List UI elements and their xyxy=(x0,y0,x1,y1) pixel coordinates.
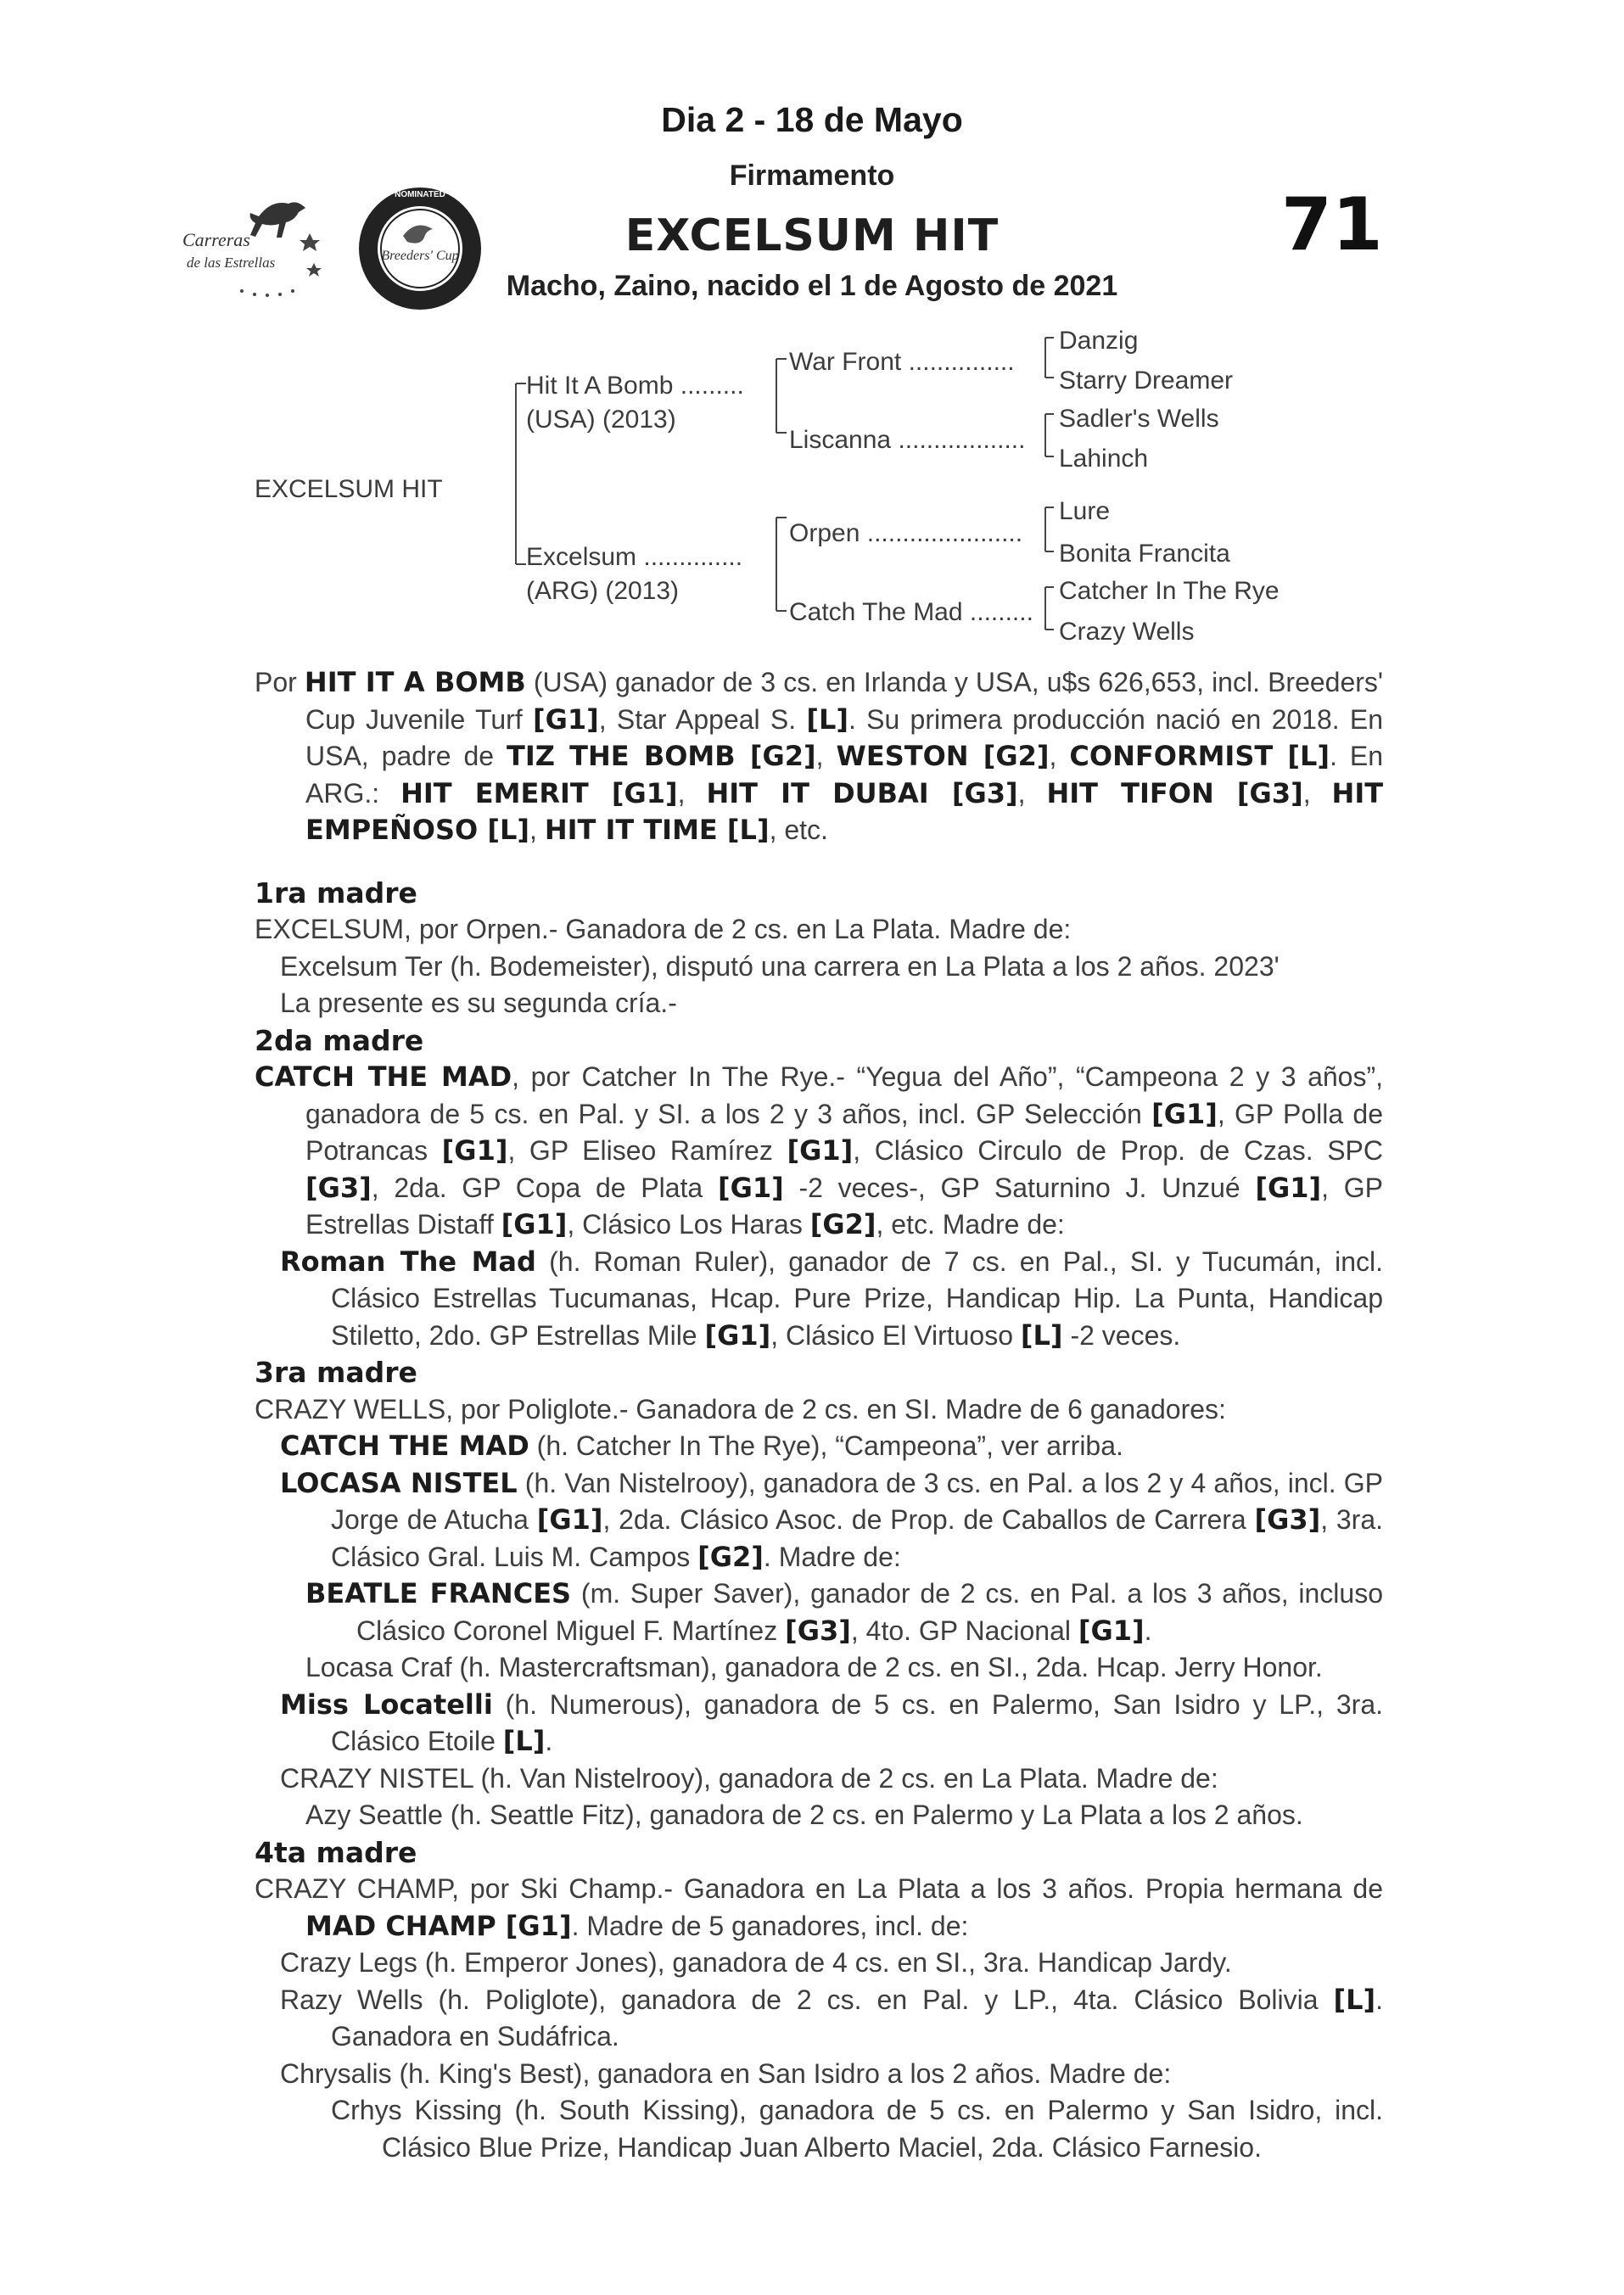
sire-paragraph: Por HIT IT A BOMB (USA) ganador de 3 cs. en Irlanda y USA, u$s 626,653, incl. Breeders' Cup Juvenile Turf [G1], Star Appeal S. [L]. Su primera producción nació en 2018. En USA, padre de TIZ THE BOMB [G2], WESTON [G2], CONFORMIST [L]. En ARG.: HIT EMERIT [G1], HIT IT DUBAI [G3], HIT TIFON [G3], HIT EMPEÑOSO [L], HIT IT TIME [L], etc. xyxy=(255,666,1384,846)
third-dam-grandproduce-1: BEATLE FRANCES (m. Super Saver), ganador de 2 cs. en Pal. a los 3 años, incluso Clásico Coronel Miguel F. Martínez [G3], 4to. GP Nacional [G1]. xyxy=(305,1577,1384,1647)
pedigree-dam-sire: Orpen ...................... xyxy=(789,519,1023,547)
catalog-number: 71 xyxy=(1281,182,1383,267)
second-dam-heading: 2da madre xyxy=(255,1023,424,1057)
second-dam-produce: Roman The Mad (h. Roman Ruler), ganador de 7 cs. en Pal., SI. y Tucumán, incl. Clásico Estrellas Tucumanas, Hcap. Pure Prize, Handicap Hip. La Punta, Handicap Stiletto, 2do. GP Estrellas Mile [G1], Clásico El Virtuoso [L] -2 veces. xyxy=(280,1245,1384,1352)
pedigree-sire-sire: War Front ............... xyxy=(789,348,1015,376)
pedigree-dam-origin: (ARG) (2013) xyxy=(526,577,680,605)
fourth-dam-produce-2: Razy Wells (h. Poliglote), ganadora de 2 cs. en Pal. y LP., 4ta. Clásico Bolivia [L]. Ganadora en Sudáfrica. xyxy=(280,1983,1383,2052)
first-dam-line: EXCELSUM, por Orpen.- Ganadora de 2 cs. en La Plata. Madre de: xyxy=(255,914,1072,944)
svg-text:Breeders' Cup: Breeders' Cup xyxy=(381,249,459,263)
event-name: Firmamento xyxy=(729,160,895,192)
fourth-dam-line: CRAZY CHAMP, por Ski Champ.- Ganadora en La Plata a los 3 años. Propia hermana de MAD CHAMP [G1]. Madre de 5 ganadores, incl. de: xyxy=(255,1873,1383,1942)
pedigree-dds: Catcher In The Rye xyxy=(1059,577,1280,605)
page-date-heading: Dia 2 - 18 de Mayo xyxy=(661,100,963,139)
first-dam-produce: Excelsum Ter (h. Bodemeister), disputó una carrera en La Plata a los 2 años. 2023' xyxy=(280,950,1280,982)
svg-text:Carreras: Carreras xyxy=(182,229,250,250)
fourth-dam-produce-3: Chrysalis (h. King's Best), ganadora en San Isidro a los 2 años. Madre de: xyxy=(280,2057,1172,2089)
svg-text:NOMINATED: NOMINATED xyxy=(395,190,445,199)
third-dam-grandproduce-2: Locasa Craf (h. Mastercraftsman), ganadora de 2 cs. en SI., 2da. Hcap. Jerry Honor. xyxy=(305,1652,1323,1682)
third-dam-grandproduce-3: Azy Seattle (h. Seattle Fitz), ganadora de 2 cs. en Palermo y La Plata a los 2 años. xyxy=(305,1800,1303,1830)
pedigree-sire-dam: Liscanna .................. xyxy=(789,426,1026,454)
fourth-dam-produce-1: Crazy Legs (h. Emperor Jones), ganadora de 4 cs. en SI., 3ra. Handicap Jardy. xyxy=(280,1947,1232,1978)
pedigree-sss: Danzig xyxy=(1059,327,1139,355)
pedigree-brackets xyxy=(0,0,1624,662)
horse-name: EXCELSUM HIT xyxy=(624,210,1000,261)
fourth-dam-heading: 4ta madre xyxy=(255,1835,417,1869)
horse-description: Macho, Zaino, nacido el 1 de Agosto de 2021 xyxy=(506,270,1118,302)
third-dam-produce-2: LOCASA NISTEL (h. Van Nistelrooy), ganadora de 3 cs. en Pal. a los 2 y 4 años, incl. GP Jorge de Atucha [G1], 2da. Clásico Asoc. de Prop. de Caballos de Carrera [G3], 3ra. Clásico Gral. Luis M. Campos [G2]. Madre de: xyxy=(280,1466,1384,1573)
pedigree-ssd: Starry Dreamer xyxy=(1059,367,1234,395)
third-dam-produce-4: CRAZY NISTEL (h. Van Nistelrooy), ganadora de 2 cs. en La Plata. Madre de: xyxy=(280,1762,1218,1794)
catalog-body xyxy=(255,664,1383,2166)
pedigree-subject: EXCELSUM HIT xyxy=(255,475,443,503)
pedigree-dss: Lure xyxy=(1059,497,1111,525)
third-dam-heading: 3ra madre xyxy=(255,1356,417,1389)
second-dam-paragraph: CATCH THE MAD, por Catcher In The Rye.- “Yegua del Año”, “Campeona 2 y 3 años”, ganadora de 5 cs. en Pal. y SI. a los 2 y 3 años, incl. GP Selección [G1], GP Polla de Potrancas [G1], GP Eliseo Ramírez [G1], Clásico Circulo de Prop. de Czas. SPC [G3], 2da. GP Copa de Plata [G1] -2 veces-, GP Saturnino J. Unzué [G1], GP Estrellas Distaff [G1], Clásico Los Haras [G2], etc. Madre de: xyxy=(255,1061,1384,1240)
pedigree-sire-origin: (USA) (2013) xyxy=(526,406,676,434)
third-dam-line: CRAZY WELLS, por Poliglote.- Ganadora de 2 cs. en SI. Madre de 6 ganadores: xyxy=(255,1393,1226,1425)
first-dam-heading: 1ra madre xyxy=(255,876,417,910)
third-dam-produce-3: Miss Locatelli (h. Numerous), ganadora de 5 cs. en Palermo, San Isidro y LP., 3ra. Clásico Etoile [L]. xyxy=(280,1688,1384,1757)
pedigree-sdd: Lahinch xyxy=(1059,445,1149,473)
third-dam-produce-1: CATCH THE MAD (h. Catcher In The Rye), “Campeona”, ver arriba. xyxy=(280,1430,1123,1462)
pedigree-dam-dam: Catch The Mad ......... xyxy=(789,598,1033,626)
first-dam-note: La presente es su segunda cría.- xyxy=(280,988,677,1018)
pedigree-ddd: Crazy Wells xyxy=(1059,618,1195,646)
pedigree-sire: Hit It A Bomb ......... xyxy=(526,372,744,400)
fourth-dam-grandproduce: Crhys Kissing (h. South Kissing), ganadora de 5 cs. en Palermo y San Isidro, incl. Clásico Blue Prize, Handicap Juan Alberto Maciel, 2da. Clásico Farnesio. xyxy=(331,2095,1383,2163)
pedigree-dsd: Bonita Francita xyxy=(1059,540,1230,568)
svg-text:de las Estrellas: de las Estrellas xyxy=(187,255,276,271)
pedigree-sds: Sadler's Wells xyxy=(1059,405,1219,433)
pedigree-dam: Excelsum .............. xyxy=(526,543,743,571)
